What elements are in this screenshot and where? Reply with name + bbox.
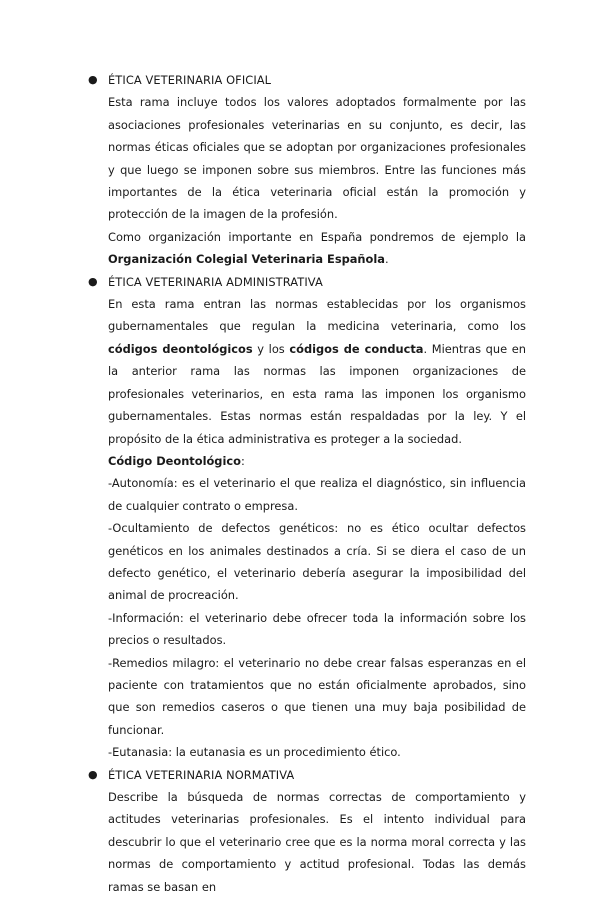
heading-text: ÉTICA VETERINARIA NORMATIVA xyxy=(108,767,295,782)
code-item-autonomia: -Autonomía: es el veterinario el que realiza el diagnóstico, sin influencia de cualquier contrato o empresa. xyxy=(108,476,526,513)
code-item-informacion: -Información: el veterinario debe ofrecer toda la información sobre los precios o resultados. xyxy=(108,610,526,648)
code-item-eutanasia: -Eutanasia: la eutanasia es un procedimiento ético. xyxy=(108,745,401,760)
bold-organization-name: Organización Colegial Veterinaria Española xyxy=(108,252,385,267)
section-heading-oficial xyxy=(88,69,526,91)
text-run: . xyxy=(384,252,389,267)
section-heading-normativa xyxy=(88,764,526,786)
code-title xyxy=(108,450,526,472)
paragraph-oficial-2 xyxy=(108,226,526,271)
bullet-icon: ● xyxy=(88,767,98,781)
section-heading-administrativa xyxy=(88,271,526,293)
paragraph-oficial-1: Esta rama incluye todos los valores adoptados formalmente por las asociaciones profesionales veterinarias en su conjunto, es decir, las normas éticas oficiales que se adoptan por organizaciones profesionales y que luego se imponen sobre sus miembros. Entre las funciones más importantes de la ética veterinaria oficial están la promoción y protección de la imagen de la profesión. xyxy=(108,95,526,222)
text-run: : xyxy=(240,453,245,468)
text-run: . Mientras que en la anterior rama las normas las imponen organizaciones de profesionales veterinarios, en esta rama las imponen los organismo gubernamentales. Estas normas están respaldadas por la ley. Y el propósito de la ética administrativa es proteger a la sociedad. xyxy=(108,341,526,446)
heading-text: ÉTICA VETERINARIA ADMINISTRATIVA xyxy=(108,274,323,289)
text-run: Como organización importante en España pondremos de ejemplo la xyxy=(108,229,526,244)
bullet-icon: ● xyxy=(88,73,98,86)
paragraph-administrativa-1 xyxy=(108,293,526,450)
paragraph-normativa-1: Describe la búsqueda de normas correctas de comportamiento y actitudes veterinarias profesionales. Es el intento individual para descubrir lo que el veterinario cree que es la norma moral correcta y las normas de comportamiento y actitud profesional. Todas las demás ramas se basan en xyxy=(108,790,526,894)
heading-text: ÉTICA VETERINARIA OFICIAL xyxy=(108,73,272,87)
document-content xyxy=(88,69,526,898)
code-title-text: Código Deontológico xyxy=(108,453,241,468)
code-item-remedios: -Remedios milagro: el veterinario no debe crear falsas esperanzas en el paciente con tratamientos que no están oficialmente aprobados, sino que son remedios caseros o que tienen una muy baja posibilidad de funcionar. xyxy=(108,655,526,737)
bullet-icon: ● xyxy=(88,274,98,288)
text-run: En esta rama entran las normas establecidas por los organismos gubernamentales que regulan la medicina veterinaria, como los xyxy=(108,297,526,334)
bold-term: códigos deontológicos xyxy=(108,341,253,356)
bold-term: códigos de conducta xyxy=(289,341,424,356)
text-run: y los xyxy=(252,341,290,356)
code-item-ocultamiento: -Ocultamiento de defectos genéticos: no es ético ocultar defectos genéticos en los animales destinados a cría. Si se diera el caso de un defecto genético, el veterinario debería asegurar la imposibilidad del animal de procreación. xyxy=(108,521,526,603)
